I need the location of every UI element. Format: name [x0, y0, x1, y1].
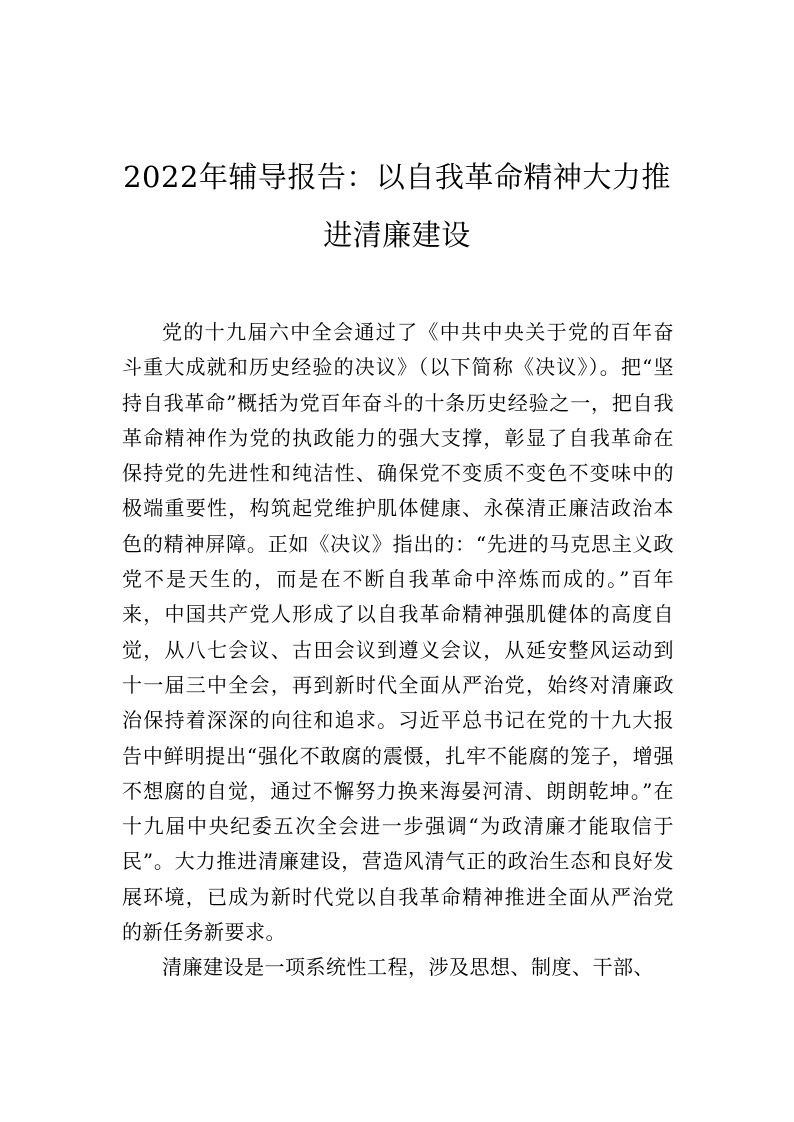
- body-paragraph-1: 党的十九届六中全会通过了《中共中央关于党的百年奋斗重大成就和历史经验的决议》（以下简称《决议》）。把“坚持自我革命”概括为党百年奋斗的十条历史经验之一，把自我革命精神作为党的执政能力的强大支撑，彰显了自我革命在保持党的先进性和纯洁性、确保党不变质不变色不变味中的极端重要性，构筑起党维护肌体健康、永葆清正廉洁政治本色的精神屏障。正如《决议》指出的：“先进的马克思主义政党不是天生的，而是在不断自我革命中淬炼而成的。”百年来，中国共产党人形成了以自我革命精神强肌健体的高度自觉，从八七会议、古田会议到遵义会议，从延安整风运动到十一届三中全会，再到新时代全面从严治党，始终对清廉政治保持着深深的向往和追求。习近平总书记在党的十九大报告中鲜明提出“强化不敢腐的震慑，扎牢不能腐的笼子，增强不想腐的自觉，通过不懈努力换来海晏河清、朗朗乾坤。”在十九届中央纪委五次全会进一步强调“为政清廉才能取信于民”。大力推进清廉建设，营造风清气正的政治生态和良好发展环境，已成为新时代党以自我革命精神推进全面从严治党的新任务新要求。: [122, 320, 674, 945]
- document-body: [122, 315, 674, 986]
- title-line-2: 进清廉建设: [323, 218, 471, 252]
- body-paragraph-2: 清廉建设是一项系统性工程，涉及思想、制度、干部、: [162, 955, 654, 980]
- title-line-1: 2022年辅导报告：以自我革命精神大力推: [123, 160, 671, 194]
- document-title: [110, 148, 684, 264]
